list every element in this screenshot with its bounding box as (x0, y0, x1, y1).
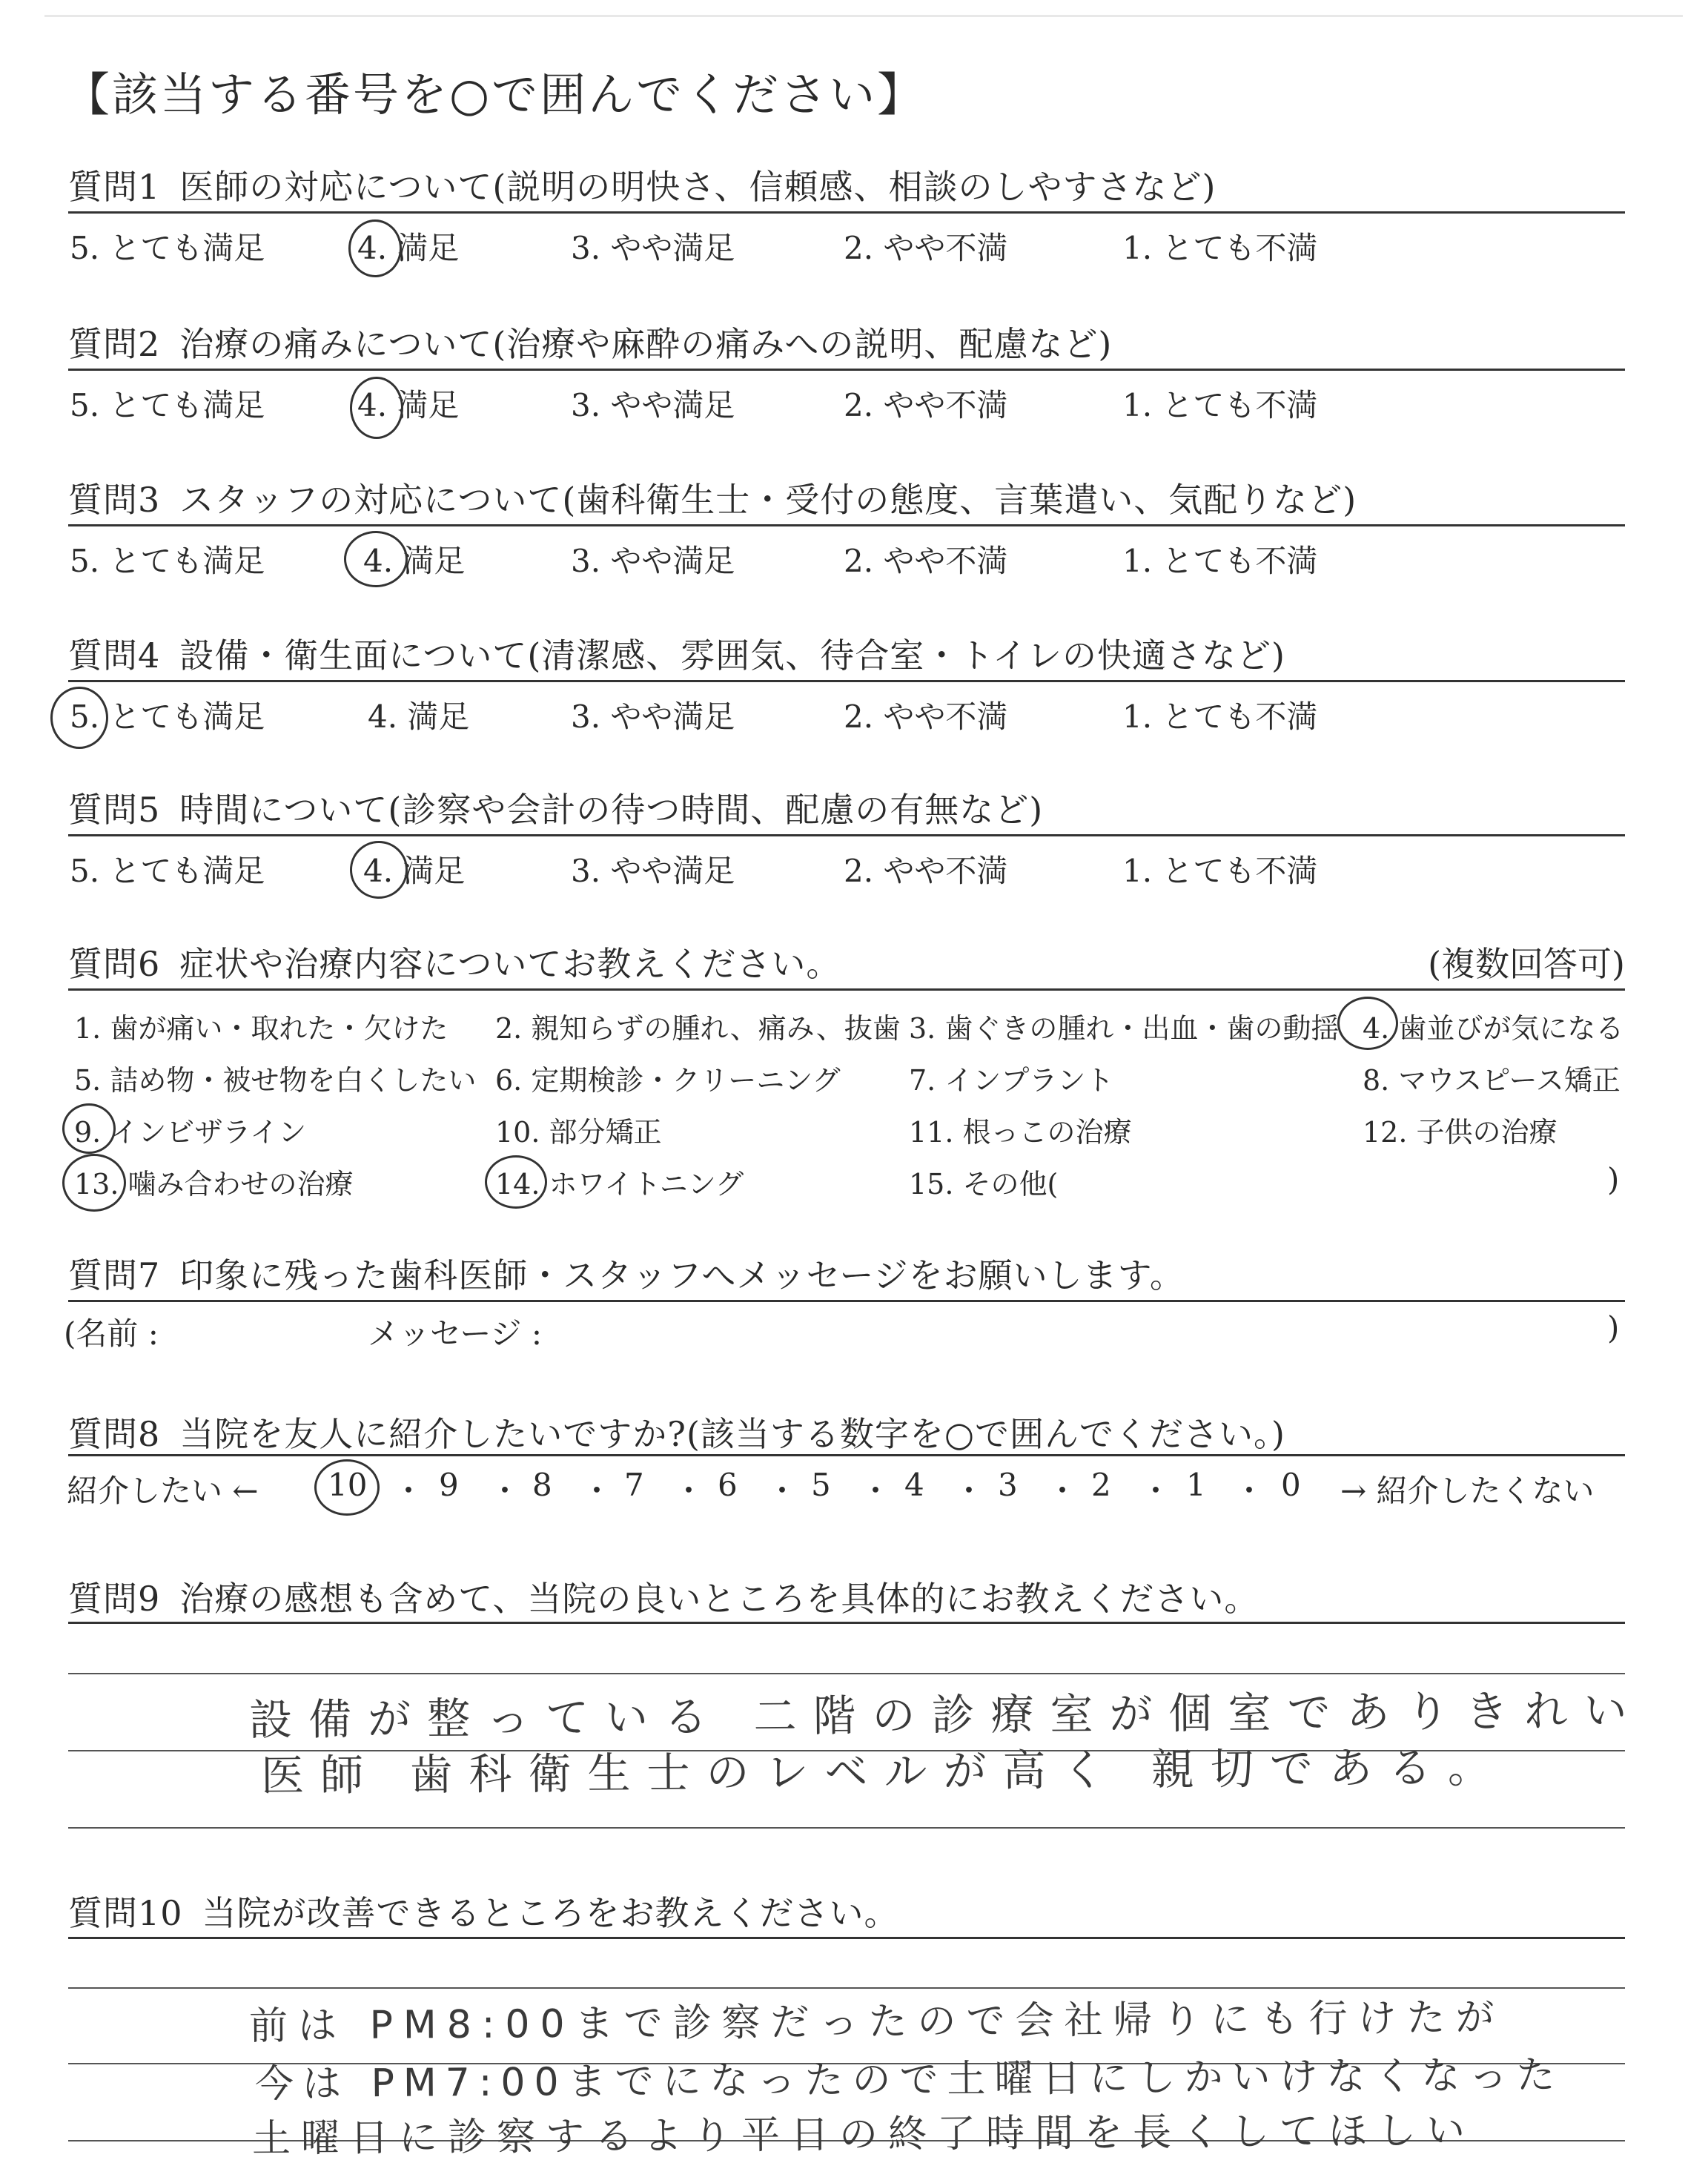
q6-option-10[interactable]: 10. 部分矯正 (495, 1116, 662, 1149)
q1-option-2[interactable]: 2. やや不満 (844, 230, 1008, 266)
page-title: 【該当する番号を○で囲んでください】 (64, 67, 926, 122)
scale-2[interactable]: 2 (1091, 1467, 1111, 1503)
question-divider (68, 1937, 1625, 1939)
question-divider (68, 680, 1625, 682)
question-divider (68, 369, 1625, 371)
q6-option-11[interactable]: 11. 根っこの治療 (909, 1116, 1132, 1149)
q6-option-12[interactable]: 12. 子供の治療 (1363, 1116, 1558, 1149)
q6-option-5[interactable]: 5. 詰め物・被せ物を白くしたい (74, 1064, 477, 1097)
recommend-right-label: → 紹介したくない (1340, 1473, 1595, 1509)
question-text: 当院が改善できるところをお教えください。 (202, 1893, 899, 1933)
q6-option-13[interactable]: 13. 噛み合わせの治療 (74, 1168, 354, 1201)
scale-dot: ・ (860, 1473, 892, 1509)
selection-circle (1337, 997, 1398, 1050)
question-text: 当院を友人に紹介したいですか?(該当する数字を○で囲んでください。) (179, 1414, 1285, 1454)
question-text: 設備・衛生面について(清潔感、雰囲気、待合室・トイレの快適さなど) (179, 635, 1285, 676)
selection-circle (62, 1154, 126, 1212)
question-number: 質問6 (68, 944, 161, 984)
q4-option-4[interactable]: 4. 満足 (368, 699, 470, 735)
q6-option-2[interactable]: 2. 親知らずの腫れ、痛み、抜歯 (495, 1012, 901, 1045)
multiple-answers-note: (複数回答可) (1428, 944, 1625, 984)
q2-option-1[interactable]: 1. とても不満 (1122, 387, 1318, 423)
question-number: 質問4 (68, 635, 161, 676)
q1-option-4[interactable]: 4. 満足 (357, 230, 460, 266)
scale-6[interactable]: 6 (718, 1467, 738, 1503)
scale-dot: ・ (393, 1473, 425, 1509)
q2-option-2[interactable]: 2. やや不満 (844, 387, 1008, 423)
q4-option-3[interactable]: 3. やや満足 (571, 699, 735, 735)
selection-circle (485, 1155, 547, 1209)
selection-circle (62, 1103, 116, 1154)
question-number: 質問8 (68, 1414, 161, 1454)
answer-line (68, 1673, 1625, 1674)
scale-dot: ・ (489, 1473, 521, 1509)
q2-option-5[interactable]: 5. とても満足 (70, 387, 265, 423)
question-text: 時間について(診察や会計の待つ時間、配慮の有無など) (179, 790, 1044, 830)
question-number: 質問5 (68, 790, 161, 830)
question-text: 治療の痛みについて(治療や麻酔の痛みへの説明、配慮など) (179, 324, 1113, 364)
question-number: 質問3 (68, 480, 161, 520)
question-3 (68, 473, 1357, 522)
question-text: 症状や治療内容についてお教えください。 (179, 944, 841, 984)
selection-circle (350, 841, 408, 899)
q10-answer-line-1: 前は PM8:00まで診察だったので会社帰りにも行けたが (248, 1995, 1505, 2049)
question-number: 質問1 (68, 167, 161, 207)
q1-option-1[interactable]: 1. とても不満 (1122, 230, 1318, 266)
q6-option-8[interactable]: 8. マウスピース矯正 (1363, 1064, 1621, 1097)
q10-answer-line-2: 今は PM7:00までになったので土曜日にしかいけなくなった (254, 2053, 1564, 2107)
question-text: 印象に残った歯科医師・スタッフへメッセージをお願いします。 (179, 1255, 1185, 1295)
q2-option-4[interactable]: 4. 満足 (357, 387, 460, 423)
question-divider (68, 1454, 1625, 1456)
scale-4[interactable]: 4 (904, 1467, 924, 1503)
q3-option-1[interactable]: 1. とても不満 (1122, 543, 1318, 579)
top-border (44, 15, 1683, 17)
question-divider (68, 988, 1625, 991)
q4-option-5[interactable]: 5. とても満足 (70, 699, 265, 735)
q4-option-2[interactable]: 2. やや不満 (844, 699, 1008, 735)
selection-circle (50, 687, 108, 749)
message-label: メッセージ : (368, 1315, 542, 1352)
scale-10[interactable]: 10 (328, 1467, 368, 1503)
scale-dot: ・ (1234, 1473, 1265, 1509)
scale-dot: ・ (673, 1473, 705, 1509)
question-number: 質問9 (68, 1579, 161, 1619)
scale-7[interactable]: 7 (624, 1467, 644, 1503)
scale-dot: ・ (581, 1473, 613, 1509)
q1-option-5[interactable]: 5. とても満足 (70, 230, 265, 266)
q3-option-4[interactable]: 4. 満足 (363, 543, 466, 579)
question-10 (68, 1886, 899, 1935)
q9-answer-line-2: 医師 歯科衛生士のレベルが高く 親切である。 (260, 1742, 1508, 1801)
scale-9[interactable]: 9 (439, 1467, 459, 1503)
scale-dot: ・ (1140, 1473, 1172, 1509)
q9-answer-line-1: 設備が整っている 二階の診療室が個室でありきれい (248, 1685, 1644, 1746)
question-7 (68, 1249, 1185, 1298)
q6-option-15[interactable]: 15. その他( (909, 1168, 1059, 1201)
q10-answer-line-3: 土曜日に診察するより平日の終了時間を長くしてほしい (251, 2108, 1476, 2162)
question-divider (68, 834, 1625, 836)
answer-line (68, 1827, 1625, 1829)
scale-dot: ・ (1047, 1473, 1079, 1509)
q4-option-1[interactable]: 1. とても不満 (1122, 699, 1318, 735)
other-close-paren: ) (1607, 1161, 1620, 1198)
q2-option-3[interactable]: 3. やや満足 (571, 387, 735, 423)
q5-option-1[interactable]: 1. とても不満 (1122, 853, 1318, 889)
message-close-paren: ) (1607, 1310, 1620, 1346)
question-9 (68, 1572, 1259, 1621)
q6-option-14[interactable]: 14. ホワイトニング (495, 1168, 744, 1201)
q6-option-7[interactable]: 7. インプラント (909, 1064, 1114, 1097)
q5-option-3[interactable]: 3. やや満足 (571, 853, 735, 889)
question-5 (68, 783, 1043, 832)
q3-option-2[interactable]: 2. やや不満 (844, 543, 1008, 579)
scale-dot: ・ (767, 1473, 798, 1509)
question-text: 医師の対応について(説明の明快さ、信頼感、相談のしやすさなど) (179, 167, 1217, 207)
question-divider (68, 1622, 1625, 1624)
q5-option-2[interactable]: 2. やや不満 (844, 853, 1008, 889)
selection-circle (344, 531, 408, 587)
question-text: 治療の感想も含めて、当院の良いところを具体的にお教えください。 (179, 1579, 1260, 1619)
q6-option-1[interactable]: 1. 歯が痛い・取れた・欠けた (74, 1012, 448, 1045)
scale-1[interactable]: 1 (1186, 1467, 1206, 1503)
q5-option-4[interactable]: 4. 満足 (363, 853, 466, 889)
question-4 (68, 629, 1285, 678)
question-divider (68, 524, 1625, 526)
question-number: 質問7 (68, 1255, 161, 1295)
scale-0[interactable]: 0 (1281, 1467, 1301, 1503)
question-divider (68, 1300, 1625, 1302)
q3-option-5[interactable]: 5. とても満足 (70, 543, 265, 579)
q6-option-9[interactable]: 9. インビザライン (74, 1116, 307, 1149)
q1-option-3[interactable]: 3. やや満足 (571, 230, 735, 266)
question-1 (68, 160, 1216, 209)
scale-8[interactable]: 8 (532, 1467, 552, 1503)
selection-circle (314, 1459, 380, 1516)
question-6 (68, 937, 841, 986)
question-divider (68, 211, 1625, 214)
recommend-left-label: 紹介したい ← (67, 1473, 259, 1509)
q6-option-3[interactable]: 3. 歯ぐきの腫れ・出血・歯の動揺 (909, 1012, 1340, 1045)
question-number: 質問2 (68, 324, 161, 364)
scale-3[interactable]: 3 (998, 1467, 1018, 1503)
question-number: 質問10 (68, 1893, 183, 1933)
q3-option-3[interactable]: 3. やや満足 (571, 543, 735, 579)
q6-option-4[interactable]: 4. 歯並びが気になる (1363, 1012, 1624, 1045)
question-text: スタッフの対応について(歯科衛生士・受付の態度、言葉遣い、気配りなど) (179, 480, 1357, 520)
scale-dot: ・ (953, 1473, 985, 1509)
q5-option-5[interactable]: 5. とても満足 (70, 853, 265, 889)
selection-circle (348, 219, 402, 277)
question-8 (68, 1407, 1285, 1456)
q6-option-6[interactable]: 6. 定期検診・クリーニング (495, 1064, 841, 1097)
name-label: (名前 : (64, 1315, 159, 1352)
scale-5[interactable]: 5 (811, 1467, 831, 1503)
selection-circle (350, 377, 403, 439)
question-2 (68, 317, 1112, 366)
